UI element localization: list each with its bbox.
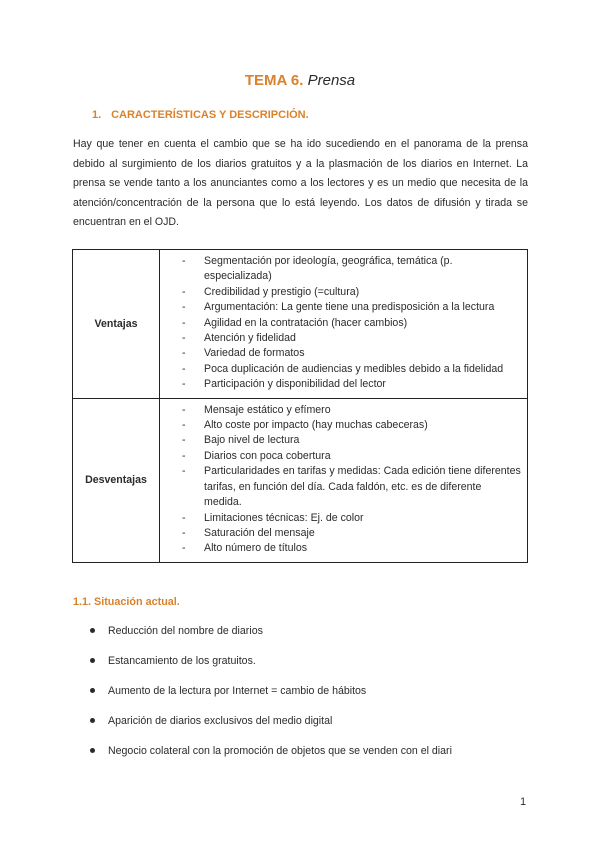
- list-item: - Limitaciones técnicas: Ej. de color: [182, 511, 521, 526]
- list-item-text: Negocio colateral con la promoción de objetos que se venden con el diari: [108, 745, 452, 757]
- section-index: 1.: [92, 109, 102, 121]
- list-item: - Bajo nivel de lectura: [182, 433, 521, 448]
- ventajas-list: [182, 254, 521, 393]
- table-row: [73, 250, 528, 399]
- ventajas-cell: [160, 250, 528, 399]
- list-item: [90, 623, 530, 653]
- list-item: - Segmentación por ideología, geográfica, temática (p. especializada): [182, 254, 521, 285]
- list-item-text: Aumento de la lectura por Internet = cambio de hábitos: [108, 685, 367, 697]
- desventajas-cell: [160, 398, 528, 562]
- list-item-text: Estancamiento de los gratuitos.: [108, 655, 256, 667]
- list-item: [90, 713, 530, 743]
- list-item: - Participación y disponibilidad del lector: [182, 377, 521, 392]
- list-item: - Alto número de títulos: [182, 541, 521, 556]
- desventajas-list: [182, 403, 521, 557]
- list-item: - Agilidad en la contratación (hacer cambios): [182, 316, 521, 331]
- list-item: - Particularidades en tarifas y medidas: Cada edición tiene diferentes tarifas, en función del día. Cada faldón, etc. es de diferente medida.: [182, 464, 521, 510]
- bullet-icon: [90, 658, 95, 663]
- list-item: [90, 653, 530, 683]
- bullet-icon: [90, 688, 95, 693]
- document-title: [0, 72, 600, 89]
- list-item-text: Reducción del nombre de diarios: [108, 625, 263, 637]
- list-item: - Credibilidad y prestigio (=cultura): [182, 285, 521, 300]
- bullet-icon: [90, 628, 95, 633]
- list-item: - Alto coste por impacto (hay muchas cabeceras): [182, 418, 521, 433]
- list-item: [90, 743, 530, 773]
- title-number: TEMA 6.: [244, 72, 304, 89]
- advantages-disadvantages-table: [72, 249, 528, 563]
- list-item: [90, 683, 530, 713]
- situation-list: [90, 623, 530, 773]
- bullet-icon: [90, 748, 95, 753]
- page-number: 1: [520, 796, 526, 808]
- list-item: - Mensaje estático y efímero: [182, 403, 521, 418]
- list-item-text: Aparición de diarios exclusivos del medio digital: [108, 715, 333, 727]
- list-item: - Argumentación: La gente tiene una predisposición a la lectura: [182, 300, 521, 315]
- table-row: [73, 398, 528, 562]
- list-item: - Atención y fidelidad: [182, 331, 521, 346]
- list-item: - Variedad de formatos: [182, 346, 521, 361]
- desventajas-label: Desventajas: [73, 398, 160, 562]
- intro-paragraph: Hay que tener en cuenta el cambio que se ha ido sucediendo en el panorama de la prensa debido al surgimiento de los diarios gratuitos y a la plasmación de los diarios en Internet. La prensa se vende tanto a los anunciantes como a los lectores y es un medio que necesita de la atención/concentración de la persona que lo está leyendo. Los datos de difusión y tirada se encuentran en el OJD.: [73, 138, 528, 229]
- section-heading: [92, 109, 309, 121]
- list-item: - Saturación del mensaje: [182, 526, 521, 541]
- subsection-heading: 1.1. Situación actual.: [73, 596, 180, 608]
- section-heading-text: CARACTERÍSTICAS Y DESCRIPCIÓN.: [111, 109, 309, 121]
- ventajas-label: Ventajas: [73, 250, 160, 399]
- list-item: - Diarios con poca cobertura: [182, 449, 521, 464]
- bullet-icon: [90, 718, 95, 723]
- list-item: - Poca duplicación de audiencias y medibles debido a la fidelidad: [182, 362, 521, 377]
- title-name: Prensa: [307, 72, 356, 89]
